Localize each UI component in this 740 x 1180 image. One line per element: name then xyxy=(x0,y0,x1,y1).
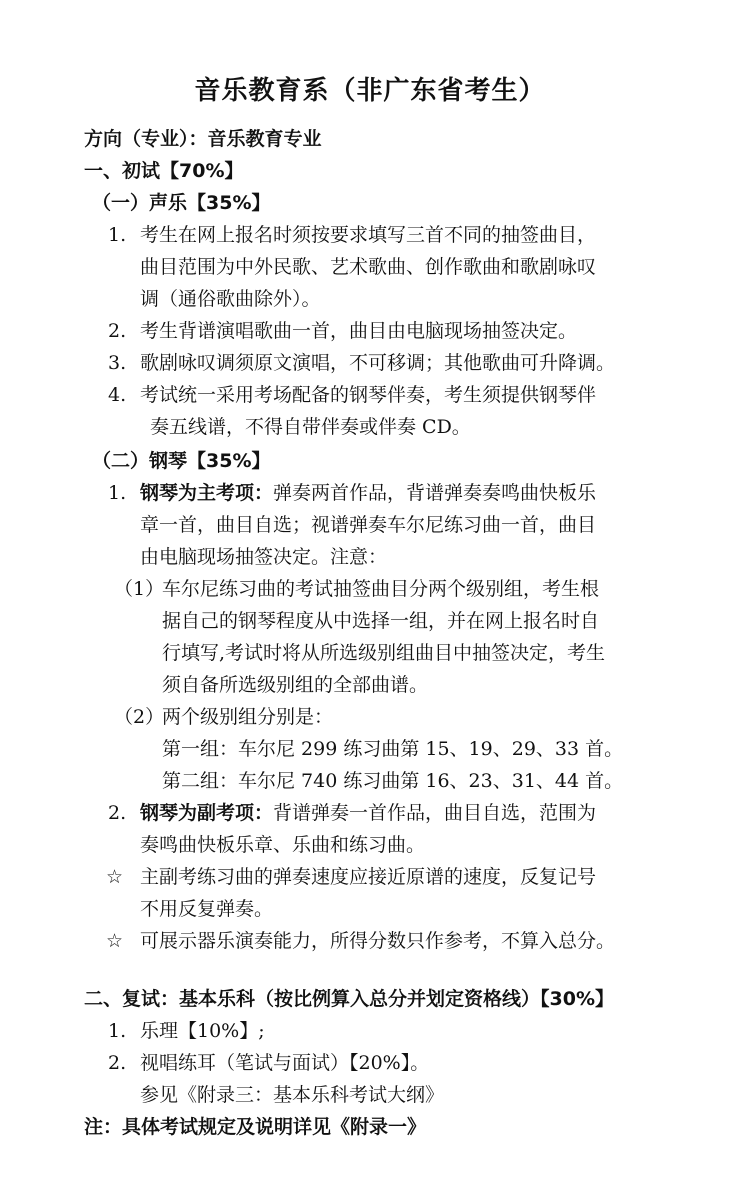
piano-note-2-num: （2） xyxy=(114,706,165,728)
star-icon: ☆ xyxy=(106,930,124,952)
retest-reference: 参见《附录三：基本乐科考试大纲》 xyxy=(140,1084,445,1106)
retest-item-2-text: 视唱练耳（笔试与面试）【20%】。 xyxy=(140,1052,430,1074)
star-note-1-line: 主副考练习曲的弹奏速度应接近原谱的速度，反复记号 xyxy=(140,866,597,888)
page-title: 音乐教育系（非广东省考生） xyxy=(194,76,546,106)
vocal-item-1-line: 曲目范围为中外民歌、艺术歌曲、创作歌曲和歌剧咏叹 xyxy=(140,256,597,278)
piano-note-1-num: （1） xyxy=(114,578,165,600)
prelim-heading: 一、初试【70%】 xyxy=(84,160,244,182)
piano-note-1-line: 车尔尼练习曲的考试抽签曲目分两个级别组，考生根 xyxy=(162,578,600,600)
piano-secondary-label: 钢琴为副考项： xyxy=(140,802,274,824)
piano-group-2: 第二组：车尔尼 740 练习曲第 16、23、31、44 首。 xyxy=(162,770,624,792)
piano-secondary-text: 背谱弹奏一首作品，曲目自选，范围为 xyxy=(273,802,597,824)
footnote: 注：具体考试规定及说明详见《附录一》 xyxy=(84,1116,427,1138)
vocal-heading: （一）声乐【35%】 xyxy=(92,192,271,214)
piano-heading: （二）钢琴【35%】 xyxy=(92,450,271,472)
retest-item-2-num: 2. xyxy=(108,1052,127,1074)
vocal-item-4-line: 奏五线谱，不得自带伴奏或伴奏 CD。 xyxy=(150,416,471,438)
piano-secondary-line xyxy=(140,798,596,828)
piano-main-line: 章一首，曲目自选；视谱弹奏车尔尼练习曲一首，曲目 xyxy=(140,514,597,536)
vocal-item-4-line: 考试统一采用考场配备的钢琴伴奏，考生须提供钢琴伴 xyxy=(140,384,597,406)
piano-note-1-line: 行填写,考试时将从所选级别组曲目中抽签决定，考生 xyxy=(162,642,606,664)
piano-main-num: 1. xyxy=(108,482,127,504)
piano-note-2-text: 两个级别组分别是： xyxy=(162,706,334,728)
piano-secondary-line: 奏鸣曲快板乐章、乐曲和练习曲。 xyxy=(140,834,426,856)
piano-note-1-line: 须自备所选级别组的全部曲谱。 xyxy=(162,674,429,696)
retest-heading: 二、复试：基本乐科（按比例算入总分并划定资格线）【30%】 xyxy=(84,988,614,1010)
vocal-item-3-line: 歌剧咏叹调须原文演唱，不可移调；其他歌曲可升降调。 xyxy=(140,352,616,374)
piano-note-1-line: 据自己的钢琴程度从中选择一组，并在网上报名时自 xyxy=(162,610,600,632)
star-note-1-line: 不用反复弹奏。 xyxy=(140,898,274,920)
vocal-item-1-line: 考生在网上报名时须按要求填写三首不同的抽签曲目， xyxy=(140,224,597,246)
piano-secondary-num: 2. xyxy=(108,802,127,824)
star-icon: ☆ xyxy=(106,866,124,888)
retest-item-1-num: 1. xyxy=(108,1020,127,1042)
direction-line: 方向（专业）：音乐教育专业 xyxy=(84,128,322,150)
vocal-item-2-num: 2. xyxy=(108,320,127,342)
vocal-item-4-num: 4. xyxy=(108,384,127,406)
star-note-2-line: 可展示器乐演奏能力，所得分数只作参考，不算入总分。 xyxy=(140,930,616,952)
piano-main-line: 由电脑现场抽签决定。注意： xyxy=(140,546,388,568)
vocal-item-2-line: 考生背谱演唱歌曲一首，曲目由电脑现场抽签决定。 xyxy=(140,320,578,342)
piano-main-label: 钢琴为主考项： xyxy=(140,482,274,504)
vocal-item-1-num: 1. xyxy=(108,224,127,246)
vocal-item-1-line: 调（通俗歌曲除外）。 xyxy=(140,288,321,310)
piano-main-text: 弹奏两首作品，背谱弹奏奏鸣曲快板乐 xyxy=(273,482,597,504)
retest-item-1-text: 乐理【10%】; xyxy=(140,1020,265,1042)
vocal-item-3-num: 3. xyxy=(108,352,127,374)
piano-main-line xyxy=(140,478,596,508)
piano-group-1: 第一组：车尔尼 299 练习曲第 15、19、29、33 首。 xyxy=(162,738,624,760)
